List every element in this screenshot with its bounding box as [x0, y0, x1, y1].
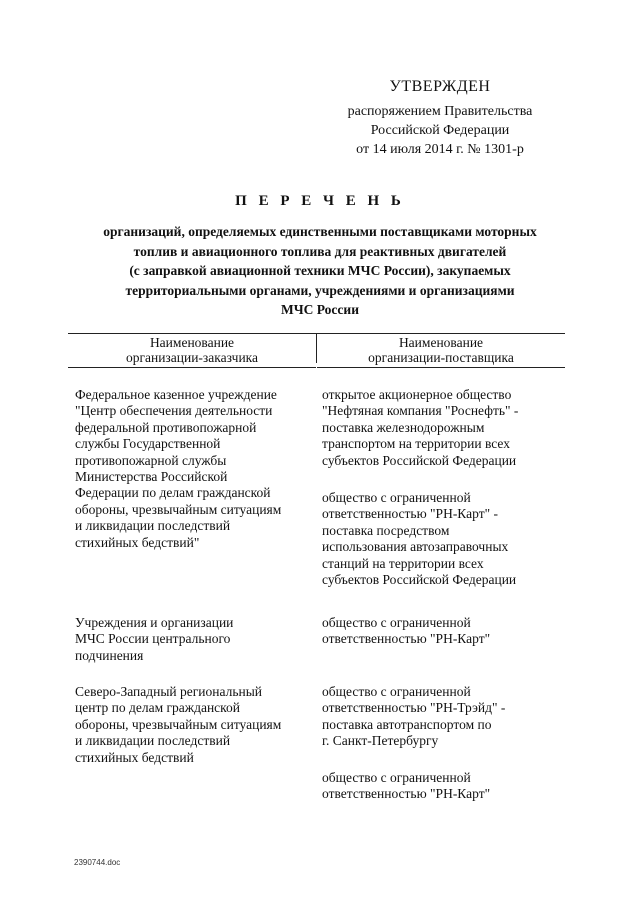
column-header-line: организации-заказчика: [125, 350, 259, 365]
text-line: субъектов Российской Федерации: [322, 452, 517, 468]
text-line: противопожарной службы: [75, 452, 227, 468]
subtitle-line: МЧС России: [281, 302, 359, 317]
text-line: Федерации по делам гражданской: [75, 485, 271, 501]
supplier-cell: [322, 387, 562, 469]
text-line: центр по делам гражданской: [75, 700, 241, 716]
text-line: ответственностью "РН-Трэйд" -: [322, 700, 506, 716]
text-line: Федеральное казенное учреждение: [75, 387, 277, 402]
supplier-cell: [322, 684, 562, 750]
text-line: федеральной противопожарной: [75, 419, 257, 435]
column-header-line: организации-поставщика: [368, 350, 514, 365]
document-file-id: 2390744.doc: [74, 858, 121, 867]
approval-line: от 14 июля 2014 г. № 1301-р: [356, 142, 524, 157]
text-line: станций на территории всех: [322, 555, 484, 571]
document-subtitle: [60, 222, 580, 320]
text-line: и ликвидации последствий: [75, 518, 231, 534]
text-line: стихийных бедствий": [75, 534, 200, 550]
text-line: поставка посредством: [322, 522, 450, 538]
text-line: общество с ограниченной: [322, 615, 471, 630]
text-line: транспортом на территории всех: [322, 436, 510, 452]
text-line: ответственностью "РН-Карт": [322, 786, 491, 802]
approval-line: распоряжением Правительства: [347, 104, 533, 119]
text-line: общество с ограниченной: [322, 770, 471, 785]
text-line: Северо-Западный региональный: [75, 684, 263, 699]
customer-cell: [75, 684, 311, 766]
text-line: "Нефтяная компания "Роснефть" -: [322, 403, 519, 419]
approval-line: Российской Федерации: [370, 123, 510, 138]
text-line: поставка железнодорожным: [322, 419, 485, 435]
text-line: обороны, чрезвычайным ситуациям: [75, 716, 282, 732]
document-heading: [60, 193, 580, 320]
table-header: [68, 333, 565, 363]
column-underline: [68, 367, 316, 368]
column-header-supplier: [317, 334, 565, 363]
text-line: общество с ограниченной: [322, 684, 471, 699]
approval-block: [330, 78, 550, 159]
text-line: поставка автотранспортом по: [322, 716, 492, 732]
column-underline: [317, 367, 565, 368]
subtitle-line: топлив и авиационного топлива для реактивных двигателей: [133, 243, 507, 259]
column-header-line: Наименование: [149, 335, 235, 350]
text-line: "Центр обеспечения деятельности: [75, 403, 273, 419]
column-header-line: Наименование: [398, 335, 484, 350]
supplier-cell: [322, 770, 562, 803]
customer-cell: [75, 615, 311, 664]
text-line: ответственностью "РН-Карт": [322, 631, 491, 647]
text-line: Министерства Российской: [75, 469, 228, 485]
text-line: субъектов Российской Федерации: [322, 572, 517, 588]
text-line: обороны, чрезвычайным ситуациям: [75, 501, 282, 517]
customer-cell: [75, 387, 311, 551]
supplier-cell: [322, 490, 562, 588]
document-title: П Е Р Е Ч Е Н Ь: [235, 193, 405, 209]
text-line: службы Государственной: [75, 436, 221, 452]
text-line: ответственностью "РН-Карт" -: [322, 506, 498, 522]
text-line: Учреждения и организации: [75, 615, 234, 630]
column-header-customer: [68, 334, 317, 363]
subtitle-line: (с заправкой авиационной техники МЧС России), закупаемых: [129, 263, 511, 278]
supplier-cell: [322, 615, 562, 648]
text-line: и ликвидации последствий: [75, 733, 231, 749]
text-line: МЧС России центрального: [75, 631, 231, 647]
text-line: использования автозаправочных: [322, 539, 509, 555]
text-line: общество с ограниченной: [322, 490, 471, 505]
subtitle-line: территориальными органами, учреждениями и организациями: [125, 282, 515, 298]
text-line: подчинения: [75, 647, 144, 663]
approval-title: УТВЕРЖДЕН: [389, 78, 491, 95]
subtitle-line: организаций, определяемых единственными поставщиками моторных: [103, 224, 537, 239]
text-line: стихийных бедствий: [75, 749, 194, 765]
text-line: г. Санкт-Петербургу: [322, 733, 439, 749]
text-line: открытое акционерное общество: [322, 387, 512, 402]
